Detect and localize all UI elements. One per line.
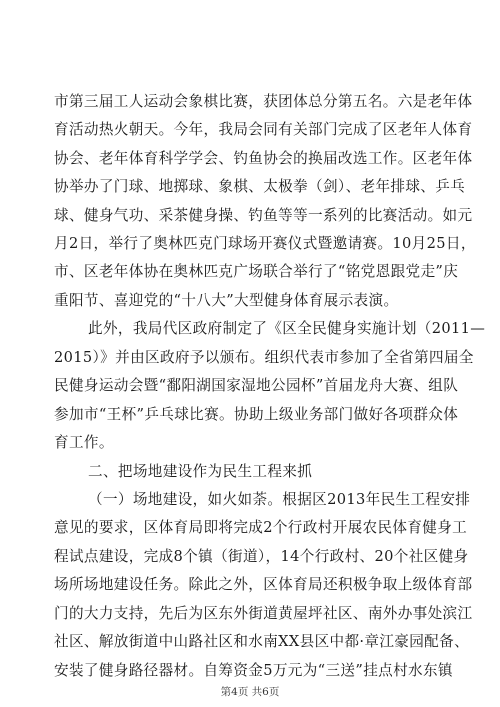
text-line: 安装了健身路径器材。自筹资金5万元为“三送”挂点村水东镇 <box>54 662 453 679</box>
text-line: 市第三届工人运动会象棋比赛，获团体总分第五名。六是老年体 <box>54 93 473 110</box>
text-line: 月2日，举行了奥林匹克门球场开赛仪式暨邀请赛。10月25日， <box>54 235 476 252</box>
text-line: 2015）》并由区政府予以颁布。组织代表市参加了全省第四届全 <box>54 349 474 366</box>
text-line: 意见的要求，区体育局即将完成2个行政村开展农民体育健身工 <box>54 519 468 536</box>
text-line: （一）场地建设，如火如荼。根据区2013年民生工程安排 <box>88 491 471 508</box>
text-line: 程试点建设，完成8个镇（街道），14个行政村、20个社区健身 <box>54 548 469 565</box>
text-line: 协举办了门球、地掷球、象棋、太极拳（剑）、老年排球、乒乓 <box>54 178 466 195</box>
section-heading: 二、把场地建设作为民生工程来抓 <box>88 463 313 480</box>
text-line: 球、健身气功、采茶健身操、钓鱼等等一系列的比赛活动。如元 <box>54 207 473 224</box>
text-line: 门的大力支持，先后为区东外街道黄屋坪社区、南外办事处滨江 <box>54 605 473 622</box>
text-line: 民健身运动会暨“鄱阳湖国家湿地公园杯”首届龙舟大赛、组队 <box>54 377 459 394</box>
text-line: 参加市“王杯”乒乓球比赛。协助上级业务部门做好各项群众体 <box>54 406 459 423</box>
text-line: 育活动热火朝天。今年，我局会同有关部门完成了区老年人体育 <box>54 121 473 138</box>
text-line: 市、区老年体协在奥林匹克广场联合举行了“铭党恩跟党走”庆 <box>54 263 459 280</box>
text-line: 育工作。 <box>54 434 114 451</box>
text-line: 场所场地建设任务。除此之外，区体育局还积极争取上级体育部 <box>54 576 473 593</box>
page-footer: 第4页 共6页 <box>220 686 280 698</box>
text-line: 重阳节、喜迎党的“十八大”大型健身体育展示表演。 <box>54 292 399 309</box>
text-line: 此外，我局代区政府制定了《区全民健身实施计划（2011— <box>88 320 486 337</box>
text-line: 社区、解放街道中山路社区和水南XX县区中都·章江豪园配备、 <box>54 633 470 650</box>
text-line: 协会、老年体育科学学会、钓鱼协会的换届改选工作。区老年体 <box>54 150 473 167</box>
